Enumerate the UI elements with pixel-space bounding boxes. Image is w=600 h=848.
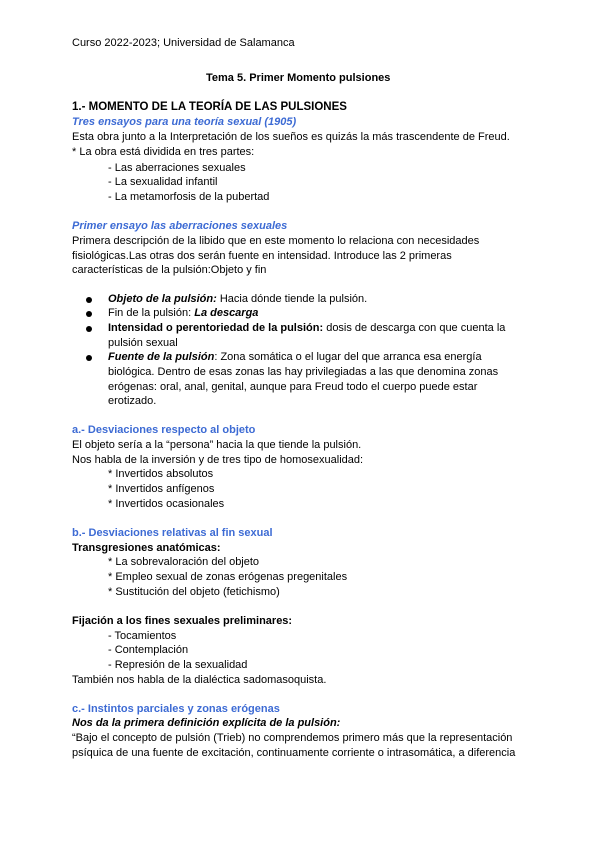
paragraph-line: El objeto sería a la “persona” hacia la que tiende la pulsión. [72, 439, 362, 451]
section-c-heading: c.- Instintos parciales y zonas erógenas [72, 703, 280, 715]
bullet-label: Fuente de la pulsión [108, 351, 215, 363]
subheading: Nos da la primera definición explícita de la pulsión: [72, 717, 341, 729]
bullet-emphasis: La descarga [194, 307, 259, 319]
bullet-text: Hacia dónde tiende la pulsión. [216, 293, 368, 305]
list-item: * Invertidos absolutos [108, 468, 214, 480]
list-item: - La metamorfosis de la pubertad [108, 191, 270, 203]
bullet-continuation: pulsión sexual [108, 337, 178, 349]
subheading: Transgresiones anatómicas: [72, 542, 221, 554]
list-item: - Contemplación [108, 644, 189, 656]
paragraph-line: Primera descripción de la libido que en este momento lo relaciona con necesidades [72, 235, 480, 247]
bullet-text: Fin de la pulsión: [108, 307, 195, 319]
bullet-label: Objeto de la pulsión: [108, 293, 217, 305]
bullet-item [108, 292, 367, 306]
list-item: * La sobrevaloración del objeto [108, 556, 260, 568]
list-item: * Invertidos anfígenos [108, 483, 215, 495]
list-item: - Tocamientos [108, 630, 177, 642]
bullet-continuation: erógenas: oral, anal, genital, aunque para Freud todo el cuerpo puede estar [108, 381, 478, 393]
bullet-icon [86, 311, 92, 317]
list-item: * Empleo sexual de zonas erógenas pregenitales [108, 571, 348, 583]
list-item: * Invertidos ocasionales [108, 498, 225, 510]
bullet-text: : Zona somática o el lugar del que arranca esa energía [214, 351, 482, 363]
list-item: * Sustitución del objeto (fetichismo) [108, 586, 280, 598]
paragraph-line: fisiológicas.Las otras dos serán fuente en intensidad. Introduce las 2 primeras [72, 250, 452, 262]
section1-subheading: Tres ensayos para una teoría sexual (1905) [72, 116, 297, 128]
paragraph-line: Esta obra junto a la Interpretación de los sueños es quizás la más trascendente de Freud. [72, 131, 510, 143]
paragraph-line: También nos habla de la dialéctica sadomasoquista. [72, 674, 327, 686]
paragraph-line: “Bajo el concepto de pulsión (Trieb) no comprendemos primero más que la representación [72, 732, 513, 744]
bullet-icon [86, 297, 92, 303]
bullet-continuation: biológica. Dentro de esas zonas las hay privilegiadas a las que denomina zonas [108, 366, 499, 378]
bullet-icon [86, 326, 92, 332]
bullet-continuation: erotizado. [108, 395, 157, 407]
bullet-item [108, 306, 258, 320]
bullet-item [108, 350, 482, 364]
list-item: - Represión de la sexualidad [108, 659, 248, 671]
paragraph-line: Nos habla de la inversión y de tres tipo de homosexualidad: [72, 454, 364, 466]
section-a-heading: a.- Desviaciones respecto al objeto [72, 424, 256, 436]
section-b-heading: b.- Desviaciones relativas al fin sexual [72, 527, 273, 539]
paragraph-line: psíquica de una fuente de excitación, continuamente corriente o intrasomática, a diferencia [72, 747, 516, 759]
bullet-icon [86, 355, 92, 361]
paragraph-line: características de la pulsión:Objeto y fin [72, 264, 267, 276]
bullet-label: Intensidad o perentoriedad de la pulsión: [108, 322, 324, 334]
bullet-item [108, 321, 505, 335]
subheading: Fijación a los fines sexuales preliminares: [72, 615, 293, 627]
bullet-text: dosis de descarga con que cuenta la [323, 322, 506, 334]
page-title: Tema 5. Primer Momento pulsiones [206, 72, 391, 84]
course-header: Curso 2022-2023; Universidad de Salamanca [72, 37, 295, 49]
list-item: - La sexualidad infantil [108, 176, 218, 188]
section1-heading: 1.- MOMENTO DE LA TEORÍA DE LAS PULSIONES [72, 101, 347, 113]
paragraph-line: * La obra está dividida en tres partes: [72, 146, 255, 158]
section2-heading: Primer ensayo las aberraciones sexuales [72, 220, 288, 232]
list-item: - Las aberraciones sexuales [108, 162, 246, 174]
